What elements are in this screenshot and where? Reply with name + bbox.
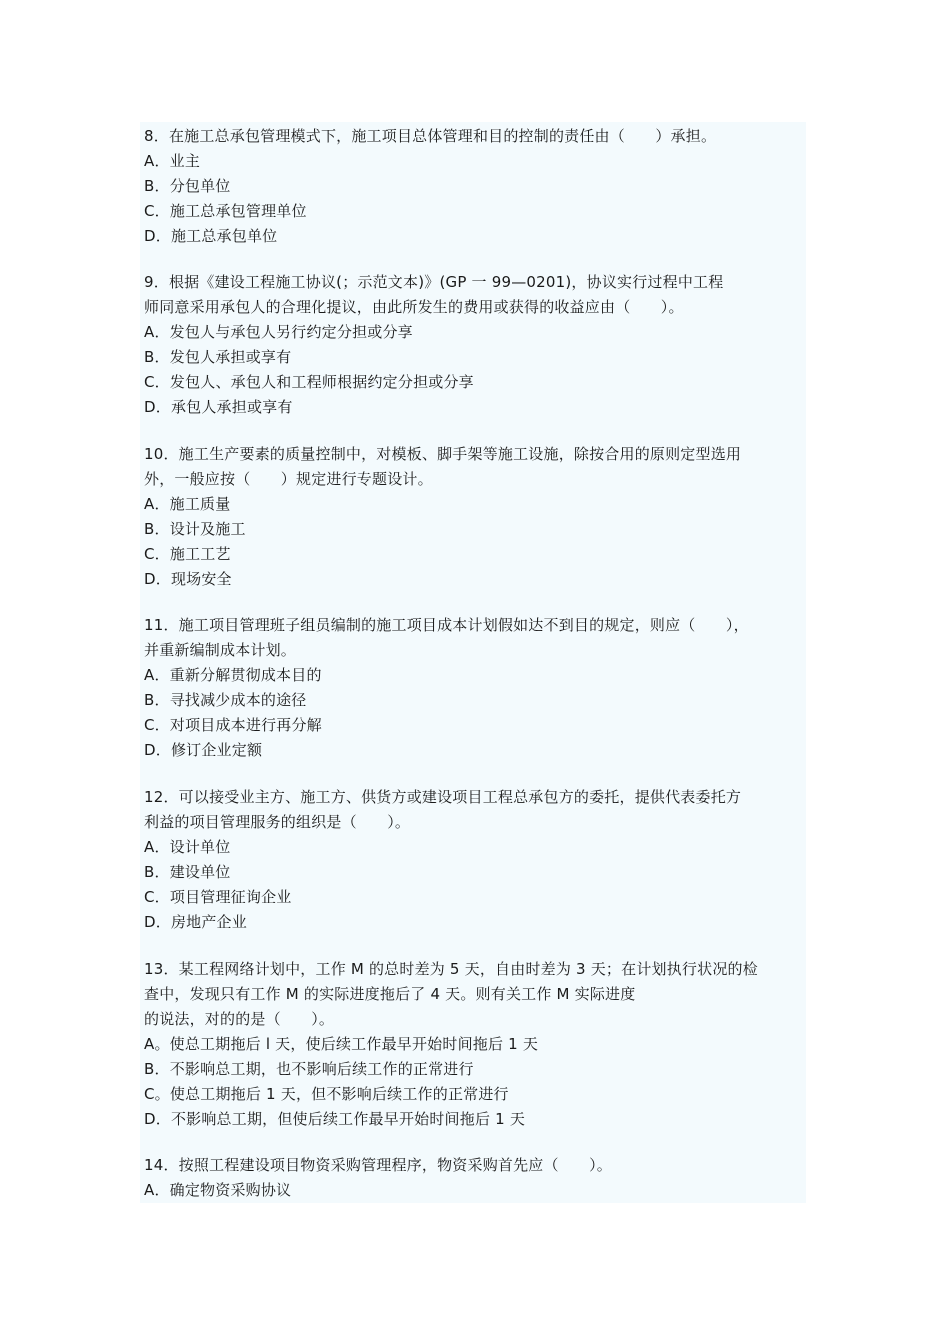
question-8: [144, 124, 806, 249]
option-c: C．施工总承包管理单位: [144, 202, 307, 220]
option-d: D．施工总承包单位: [144, 227, 278, 245]
option-c: C．施工工艺: [144, 545, 231, 563]
option-d: D．修订企业定额: [144, 741, 263, 759]
option-a: A．重新分解贯彻成本目的: [144, 666, 322, 684]
option-b: B．分包单位: [144, 177, 231, 195]
option-c: C。使总工期拖后 1 天，但不影响后续工作的正常进行: [144, 1085, 509, 1103]
option-b: B．建设单位: [144, 863, 231, 881]
option-a: A．业主: [144, 152, 201, 170]
option-d: D．不影响总工期，但使后续工作最早开始时间拖后 1 天: [144, 1110, 526, 1128]
question-10: [144, 442, 806, 592]
question-stem-line: 13．某工程网络计划中，工作 M 的总时差为 5 天，自由时差为 3 天；在计划执行状况的检: [144, 960, 758, 978]
question-stem-line: 10．施工生产要素的质量控制中，对模板、脚手架等施工设施，除按合用的原则定型选用: [144, 445, 742, 463]
option-b: B．寻找减少成本的途径: [144, 691, 307, 709]
question-stem-line: 11．施工项目管理班子组员编制的施工项目成本计划假如达不到目的规定，则应（ ），: [144, 616, 749, 634]
question-11: [144, 613, 806, 763]
option-c: C．发包人、承包人和工程师根据约定分担或分享: [144, 373, 474, 391]
question-stem-line: 的说法，对的的是（ ）。: [144, 1010, 335, 1028]
option-a: A．发包人与承包人另行约定分担或分享: [144, 323, 413, 341]
option-a: A．施工质量: [144, 495, 231, 513]
question-14: [144, 1153, 806, 1203]
question-9: [144, 270, 806, 420]
option-d: D．承包人承担或享有: [144, 398, 293, 416]
question-stem-line: 14．按照工程建设项目物资采购管理程序，物资采购首先应（ ）。: [144, 1156, 612, 1174]
option-b: B．不影响总工期，也不影响后续工作的正常进行: [144, 1060, 474, 1078]
option-a: A．设计单位: [144, 838, 231, 856]
option-d: D．房地产企业: [144, 913, 247, 931]
question-stem-line: 外，一般应按（ ）规定进行专题设计。: [144, 470, 433, 488]
option-b: B．设计及施工: [144, 520, 246, 538]
option-a: A．确定物资采购协议: [144, 1181, 292, 1199]
question-stem-line: 师同意采用承包人的合理化提议，由此所发生的费用或获得的收益应由（ ）。: [144, 298, 684, 316]
question-stem-line: 并重新编制成本计划。: [144, 641, 297, 659]
option-c: C．对项目成本进行再分解: [144, 716, 322, 734]
question-stem-line: 查中，发现只有工作 M 的实际进度拖后了 4 天。则有关工作 M 实际进度: [144, 985, 636, 1003]
question-12: [144, 785, 806, 935]
option-d: D．现场安全: [144, 570, 232, 588]
option-a: A。使总工期拖后 l 天，使后续工作最早开始时间拖后 1 天: [144, 1035, 539, 1053]
option-c: C．项目管理征询企业: [144, 888, 292, 906]
question-stem-line: 9．根据《建设工程施工协议(；示范文本)》(GP 一 99—0201)，协议实行过程中工程: [144, 273, 724, 291]
option-b: B．发包人承担或享有: [144, 348, 292, 366]
question-stem-line: 8．在施工总承包管理模式下，施工项目总体管理和目的控制的责任由（ ）承担。: [144, 127, 717, 145]
question-13: [144, 957, 806, 1132]
document-body: [140, 122, 806, 1203]
question-stem-line: 12．可以接受业主方、施工方、供货方或建设项目工程总承包方的委托，提供代表委托方: [144, 788, 742, 806]
question-stem-line: 利益的项目管理服务的组织是（ ）。: [144, 813, 411, 831]
